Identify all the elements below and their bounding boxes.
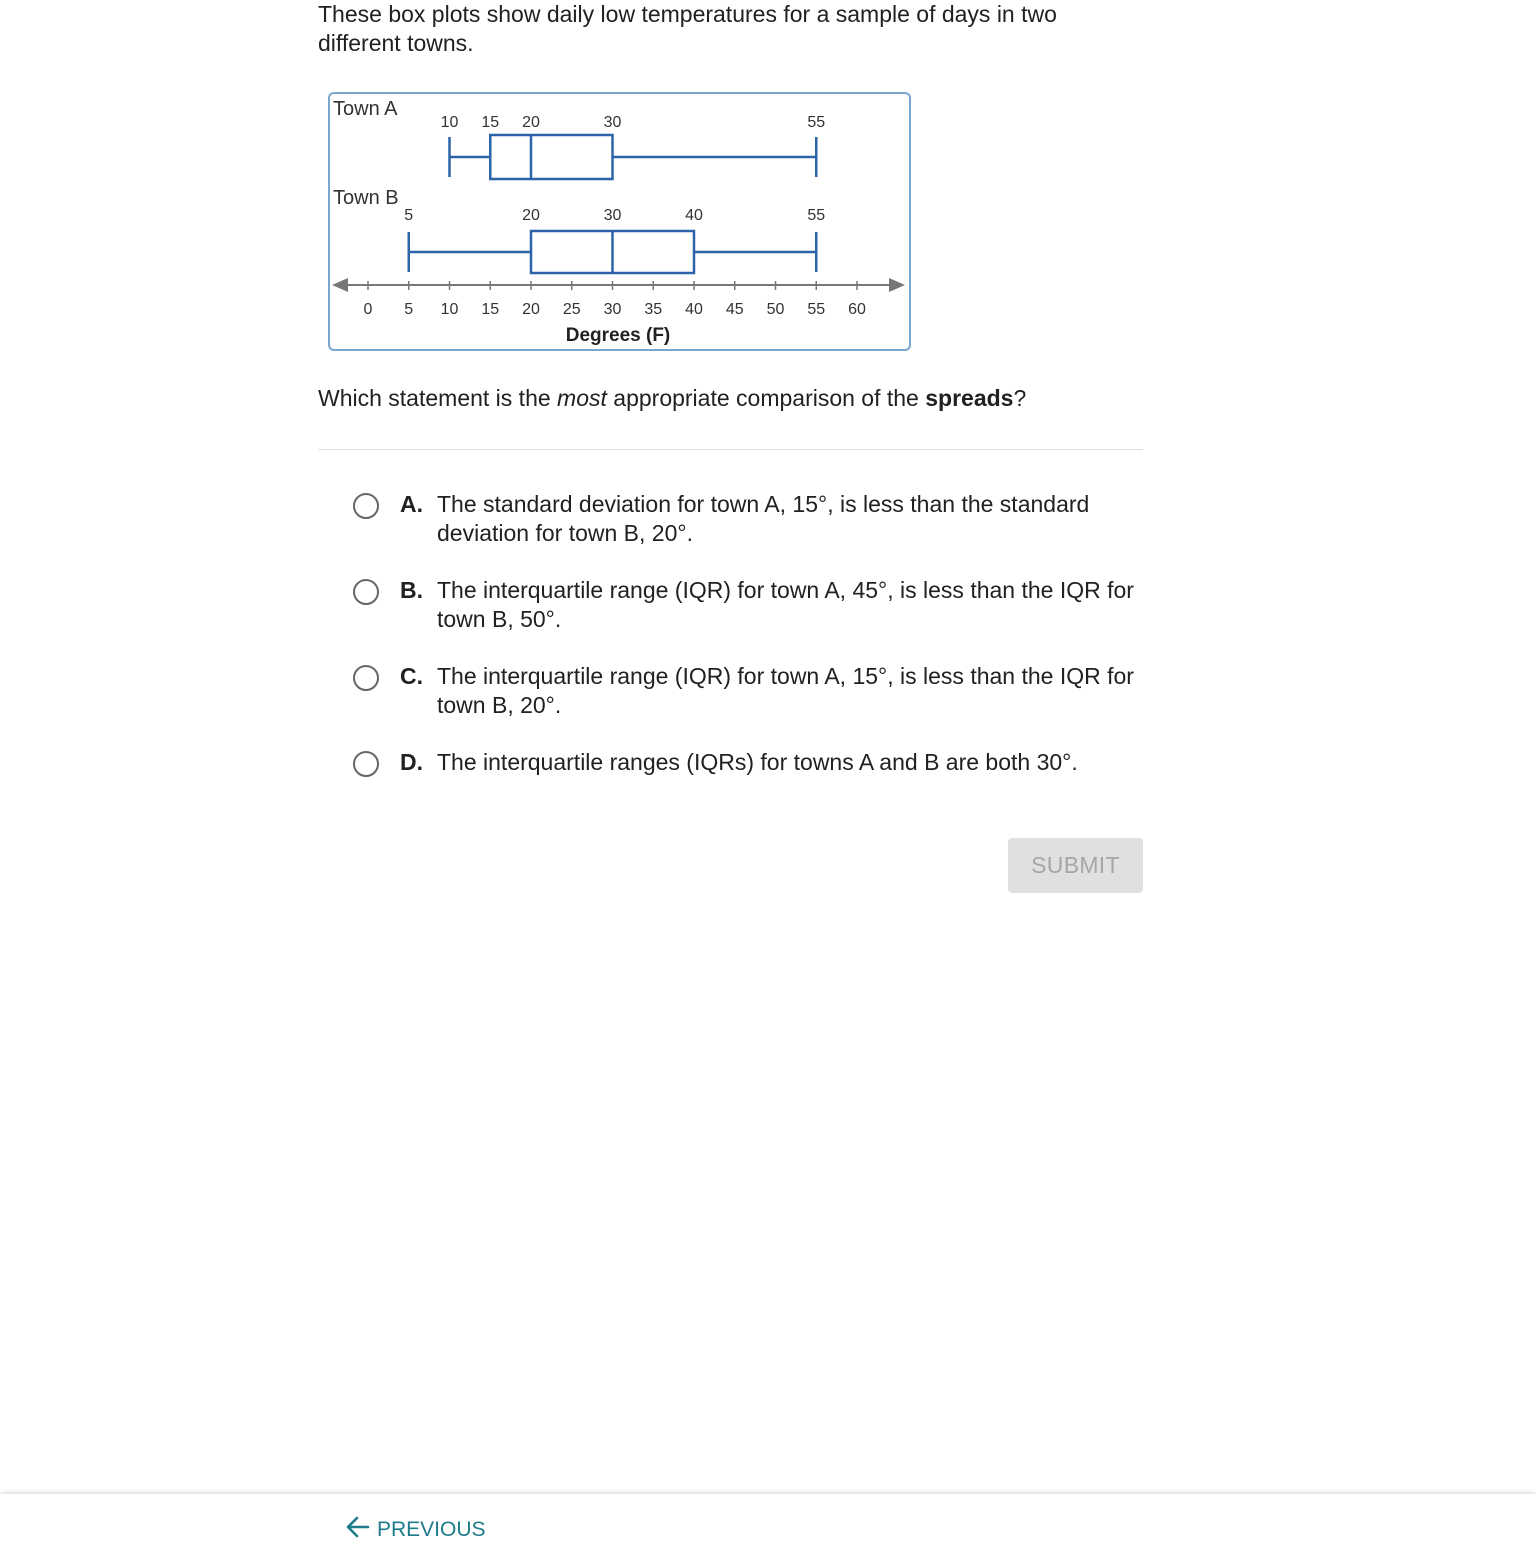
question-text-start: Which statement is the xyxy=(318,385,558,411)
option-d-text: The interquartile ranges (IQRs) for towns A and B are both 30°. xyxy=(437,749,1078,775)
town-a-value-label: 30 xyxy=(603,114,622,131)
question-keyword: spreads xyxy=(925,385,1014,411)
option-a-letter: A. xyxy=(400,491,423,517)
option-d[interactable] xyxy=(353,748,1143,777)
x-tick-label: 50 xyxy=(766,301,785,318)
x-tick-label: 20 xyxy=(522,301,540,318)
box-plot-chart xyxy=(328,92,911,351)
option-b-text: The interquartile range (IQR) for town A, 45°, is less than the IQR for town B, 50°. xyxy=(437,577,1134,632)
town-b-value-label: 5 xyxy=(404,207,414,224)
town-a-value-label: 10 xyxy=(440,114,459,131)
question-text-end: ? xyxy=(1013,385,1027,411)
previous-label: PREVIOUS xyxy=(377,1518,486,1541)
x-tick-label: 45 xyxy=(725,301,744,318)
x-tick-label: 5 xyxy=(404,301,414,318)
question-text xyxy=(318,383,1026,413)
town-b-value-label: 40 xyxy=(685,207,703,224)
x-tick-label: 40 xyxy=(685,301,703,318)
x-axis-title: Degrees (F) xyxy=(565,325,671,346)
question-text-middle: appropriate comparison of the xyxy=(606,385,926,411)
x-tick-label: 0 xyxy=(363,301,373,318)
option-b-letter: B. xyxy=(400,577,423,603)
x-tick-label: 35 xyxy=(644,301,663,318)
town-b-value-label: 20 xyxy=(522,207,540,224)
x-tick-label: 25 xyxy=(562,301,581,318)
submit-button[interactable]: SUBMIT xyxy=(1008,838,1143,893)
radio-button-a[interactable] xyxy=(353,493,379,519)
divider xyxy=(318,449,1143,450)
option-c[interactable] xyxy=(353,662,1143,720)
x-tick-label: 10 xyxy=(440,301,459,318)
previous-button[interactable] xyxy=(345,1514,486,1546)
town-a-value-label: 20 xyxy=(522,114,540,131)
radio-button-b[interactable] xyxy=(353,579,379,605)
town-a-value-label: 15 xyxy=(481,114,500,131)
option-d-letter: D. xyxy=(400,749,423,775)
option-c-text: The interquartile range (IQR) for town A, 15°, is less than the IQR for town B, 20°. xyxy=(437,663,1134,718)
town-a-value-label: 55 xyxy=(807,114,826,131)
box-plot-figure xyxy=(328,92,911,351)
town-a-box xyxy=(490,135,612,179)
footer-bar xyxy=(0,1494,1536,1566)
option-a[interactable] xyxy=(353,490,1143,548)
town-b-value-label: 30 xyxy=(603,207,622,224)
town-b-label: Town B xyxy=(333,187,399,209)
radio-button-c[interactable] xyxy=(353,665,379,691)
arrow-left-icon xyxy=(345,1514,371,1546)
option-a-text: The standard deviation for town A, 15°, is less than the standard deviation for town B, 20°. xyxy=(437,491,1090,546)
intro-text: These box plots show daily low temperatures for a sample of days in two different towns. xyxy=(318,1,1057,56)
x-tick-label: 30 xyxy=(603,301,622,318)
x-tick-label: 15 xyxy=(481,301,500,318)
option-c-letter: C. xyxy=(400,663,423,689)
question-emphasis: most xyxy=(557,385,607,411)
option-b[interactable] xyxy=(353,576,1143,634)
town-a-label: Town A xyxy=(333,98,398,120)
radio-button-d[interactable] xyxy=(353,751,379,777)
question-content xyxy=(318,0,1143,878)
x-tick-label: 60 xyxy=(848,301,866,318)
x-tick-label: 55 xyxy=(807,301,826,318)
answer-options xyxy=(353,490,1143,777)
town-b-value-label: 55 xyxy=(807,207,826,224)
